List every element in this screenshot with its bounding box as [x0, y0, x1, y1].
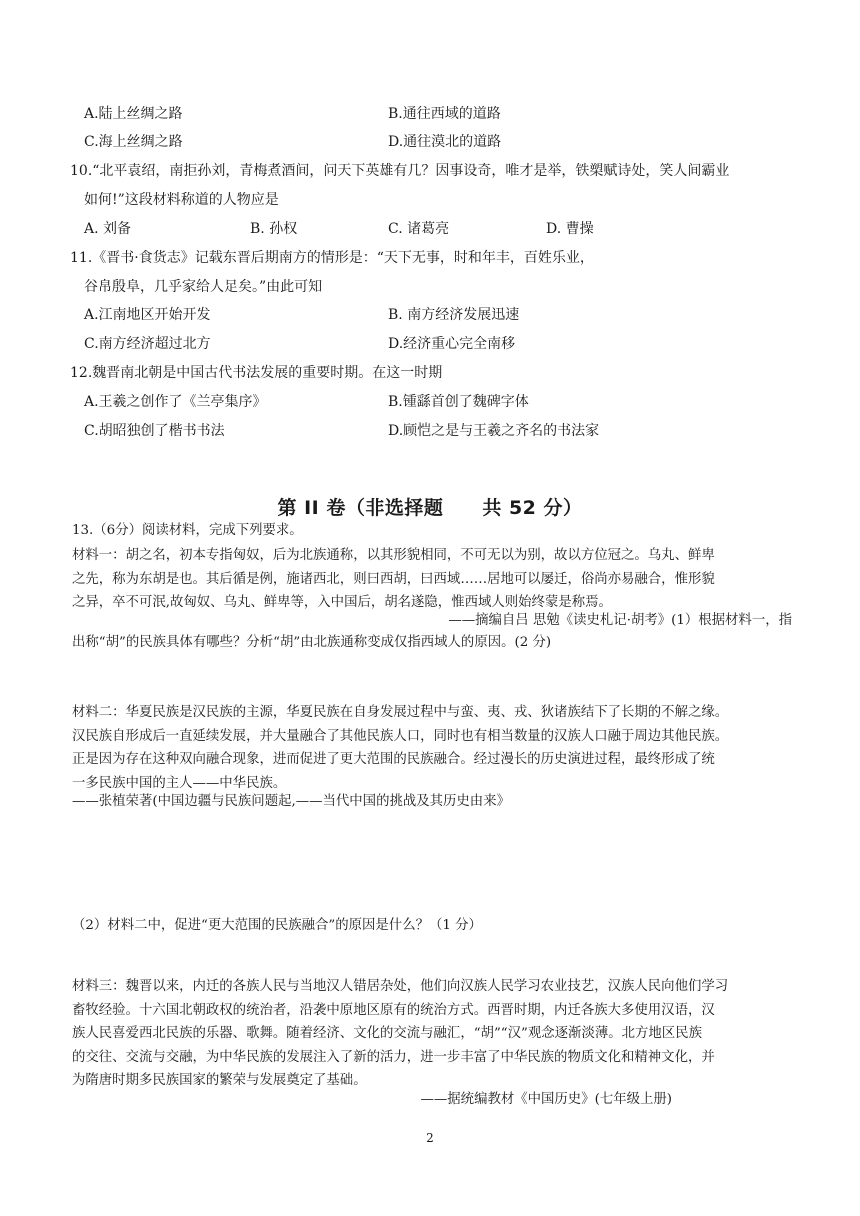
- page-number: 2: [426, 1131, 434, 1145]
- material-two: [72, 701, 794, 795]
- q9-option-a: A.陆上丝绸之路: [84, 106, 183, 122]
- section-title: 第 II 卷（非选择题 共 52 分）: [277, 497, 583, 519]
- material-one-line: 之异，卒不可泯,故匈奴、乌丸、鲜卑等，入中国后，胡名遂隐，惟西域人则始终蒙是称焉。: [72, 595, 612, 610]
- material-three-line: 的交往、交流与交融，为中华民族的发展注入了新的活力，进一步丰富了中华民族的物质文化和精神文化，并: [72, 1049, 715, 1065]
- q10-stem-line2: 如何!”这段材料称道的人物应是: [84, 192, 279, 208]
- material-two-line: 汉民族自形成后一直延续发展，并大量融合了其他民族人口，同时也有相当数量的汉族人口融于周边其他民族。: [72, 728, 729, 744]
- q11-stem-line1: 11.《晋书·食货志》记载东晋后期南方的情形是：“天下无事，时和年丰，百姓乐业，: [70, 250, 594, 266]
- material-three-line: 畜牧经验。十六国北朝政权的统治者，沿袭中原地区原有的统治方式。西晋时期，内迁各族大多使用汉语，汉: [72, 1002, 715, 1018]
- q9-option-c: C.海上丝绸之路: [84, 134, 183, 150]
- q9-option-b: B.通往西域的道路: [388, 106, 501, 122]
- q12-option-a: A.王羲之创作了《兰亭集序》: [84, 394, 267, 410]
- q12-option-c: C.胡昭独创了楷书书法: [84, 423, 225, 439]
- material-two-source: ——张植荣著(中国边疆与民族问题起,——当代中国的挑战及其历史由来》: [72, 794, 510, 809]
- q13-intro: 13.（6分）阅读材料，完成下列要求。: [72, 523, 303, 538]
- material-one-source-and-question: ——摘编自吕 思勉《读史札记·胡考》(1）根据材料一，指: [448, 613, 792, 628]
- material-three: [72, 975, 794, 1093]
- material-three-line: 材料三：魏晋以来，内迁的各族人民与当地汉人错居杂处，他们向汉族人民学习农业技艺，汉族人民向他们学习: [72, 979, 729, 994]
- q10-stem-line1: 10.“北平袁绍，南拒孙刘，青梅煮酒间，问天下英雄有几？因事设奇，唯才是举，铁槊赋诗处，笑人间霸业: [70, 163, 730, 179]
- material-one-line: 材料一：胡之名，初本专指匈奴，后为北族通称，以其形貌相同，不可无以为别，故以方位冠之。乌丸、鲜卑: [72, 548, 715, 563]
- material-three-line: 族人民喜爱西北民族的乐器、歌舞。随着经济、文化的交流与融汇，“胡”“汉”观念逐渐淡薄。北方地区民族: [72, 1026, 702, 1041]
- material-one-line: 之先，称为东胡是也。其后循是例，施诸西北，则曰西胡，曰西域……居地可以屡迁，俗尚亦易融合，惟形貌: [72, 571, 715, 587]
- material-two-line: 一多民族中国的主人——中华民族。: [72, 775, 287, 791]
- q11-option-d: D.经济重心完全南移: [388, 336, 516, 352]
- material-two-line: 正是因为存在这种双向融合现象，进而促进了更大范围的民族融合。经过漫长的历史演进过程，最终形成了统: [72, 752, 715, 767]
- q10-option-c: C. 诸葛亮: [388, 221, 450, 237]
- question-two: （2）材料二中，促进“更大范围的民族融合”的原因是什么？（1 分）: [72, 918, 482, 933]
- q12-stem: 12.魏晋南北朝是中国古代书法发展的重要时期。在这一时期: [70, 365, 443, 381]
- q9-option-d: D.通往漠北的道路: [388, 134, 502, 150]
- q12-option-d: D.顾恺之是与王羲之齐名的书法家: [388, 423, 600, 439]
- material-three-source: ——据统编教材《中国历史》(七年级上册): [420, 1092, 672, 1107]
- q11-option-c: C.南方经济超过北方: [84, 336, 211, 352]
- material-one: [72, 544, 794, 615]
- q11-stem-line2: 谷帛殷阜，几乎家给人足矣。”由此可知: [84, 279, 323, 295]
- material-three-line: 为隋唐时期多民族国家的繁荣与发展奠定了基础。: [72, 1073, 367, 1088]
- q10-option-a: A. 刘备: [84, 221, 132, 237]
- material-two-line: 材料二：华夏民族是汉民族的主源，华夏民族在自身发展过程中与蛮、夷、戎、狄诸族结下了长期的不解之缘。: [72, 705, 729, 720]
- q10-option-b: B. 孙权: [250, 221, 298, 237]
- q11-option-b: B. 南方经济发展迅速: [388, 307, 520, 323]
- q12-option-b: B.锺繇首创了魏碑字体: [388, 394, 529, 410]
- q10-option-d: D. 曹操: [546, 221, 594, 237]
- q11-option-a: A.江南地区开始开发: [84, 307, 211, 323]
- question-one-continued: 出称“胡”的民族具体有哪些？分析“胡”由北族通称变成仅指西域人的原因。(2 分): [72, 635, 552, 650]
